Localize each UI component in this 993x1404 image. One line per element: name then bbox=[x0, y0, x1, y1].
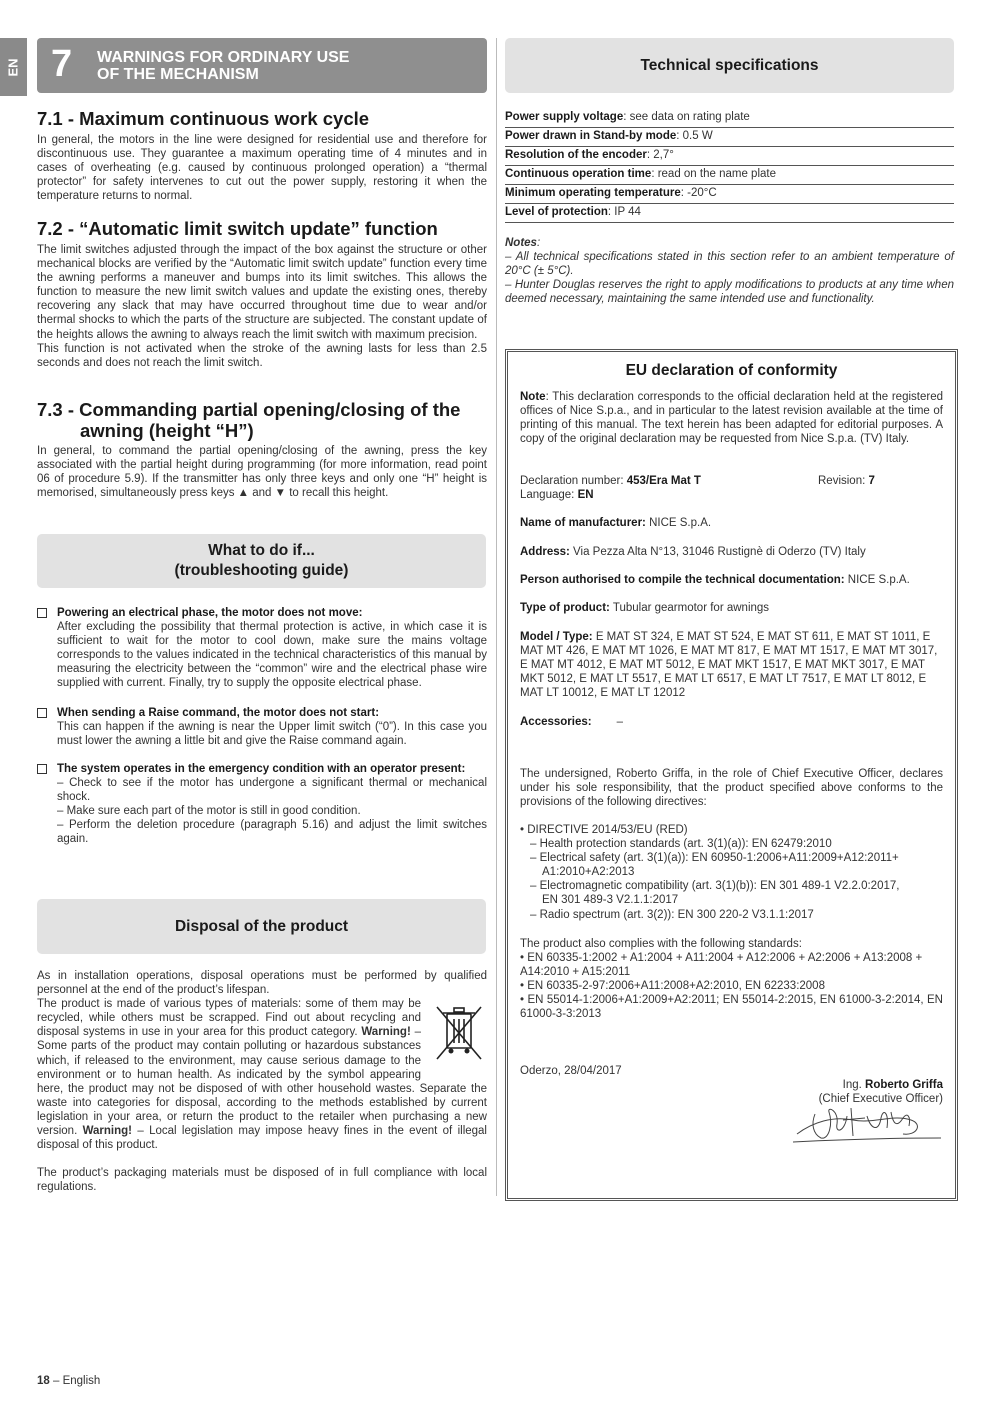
eu-product-type bbox=[520, 601, 943, 615]
chapter-title-line1: WARNINGS FOR ORDINARY USE bbox=[97, 49, 350, 66]
spec-row bbox=[505, 128, 954, 147]
spec-label: Continuous operation time bbox=[505, 168, 652, 180]
page-footer bbox=[37, 1375, 100, 1387]
chapter-number: 7 bbox=[51, 43, 73, 85]
spec-label: Minimum operating temperature bbox=[505, 187, 681, 199]
language-tab-label: EN bbox=[6, 57, 21, 77]
disposal-text-2 bbox=[37, 997, 487, 1152]
section-7-2-heading: 7.2 - “Automatic limit switch update” function bbox=[37, 218, 438, 239]
troubleshooting-item-text: – Make sure each part of the motor is still in good condition. bbox=[57, 805, 361, 818]
disposal-warning-label: Warning! bbox=[82, 1125, 133, 1138]
address-label: Address: bbox=[520, 546, 570, 558]
spec-row bbox=[505, 166, 954, 185]
troubleshooting-heading-line2: (troubleshooting guide) bbox=[174, 562, 349, 579]
troubleshooting-heading-line1: What to do if... bbox=[208, 542, 315, 559]
type-label: Type of product: bbox=[520, 602, 610, 614]
spec-value: : 2,7° bbox=[646, 149, 674, 161]
eu-note bbox=[520, 390, 943, 446]
page-language: – English bbox=[49, 1375, 101, 1387]
eu-declaration-box bbox=[505, 349, 958, 1201]
spec-row bbox=[505, 147, 954, 166]
disposal-body bbox=[37, 969, 487, 1194]
tech-notes bbox=[505, 236, 954, 306]
spec-row bbox=[505, 204, 954, 223]
eu-directive bbox=[520, 823, 943, 922]
troubleshooting-item-text: This can happen if the awning is near the Upper limit switch (“0”). In this case you must lower the awning a little bit and give the Raise command again. bbox=[57, 721, 487, 748]
troubleshooting-item bbox=[37, 706, 487, 748]
directive-item: A1:2010+A2:2013 bbox=[542, 866, 635, 879]
manufacturer-label: Name of manufacturer: bbox=[520, 517, 646, 529]
model-label: Model / Type: bbox=[520, 631, 593, 643]
decl-value: 453/Era Mat T bbox=[626, 475, 701, 487]
troubleshooting-item-title: The system operates in the emergency condition with an operator present: bbox=[57, 763, 466, 775]
eu-revision bbox=[818, 474, 875, 488]
spec-value: : -20°C bbox=[680, 187, 717, 199]
eu-model bbox=[520, 630, 943, 700]
language-tab bbox=[0, 38, 27, 96]
notes-label: Notes bbox=[505, 237, 537, 249]
standard-item: • EN 60335-1:2002 + A1:2004 + A11:2004 + A12:2006 + A2:2006 + A13:2008 + A14:2010 + A15:2011 bbox=[520, 952, 923, 979]
spec-label: Power drawn in Stand-by mode bbox=[505, 130, 677, 142]
tech-note: – All technical specifications stated in this section refer to an ambient temperature of 20°C (± 5°C). bbox=[505, 251, 954, 278]
eu-declaration-number bbox=[520, 474, 943, 488]
eu-person bbox=[520, 573, 943, 587]
address-value: Via Pezza Alta N°13, 31046 Rustignè di Oderzo (TV) Italy bbox=[569, 546, 866, 558]
eu-standards bbox=[520, 937, 943, 1022]
standard-item: • EN 55014-1:2006+A1:2009+A2:2011; EN 55014-2:2015, EN 61000-3-2:2014, EN 61000-3-3:2013 bbox=[520, 994, 943, 1021]
eu-manufacturer bbox=[520, 516, 943, 530]
manufacturer-value: NICE S.p.A. bbox=[645, 517, 712, 529]
person-label: Person authorised to compile the technical documentation: bbox=[520, 574, 845, 586]
model-value: E MAT ST 324, E MAT ST 524, E MAT ST 611, E MAT ST 1011, E MAT MT 426, E MAT MT 1026, E MAT MT 817, E MAT MT 1517, E MAT MT 3017, E MAT MT 4012, E MAT MT 5012, E MAT MKT 1517, E MAT MKT 3017, E MAT MKT 5012, E MAT LT 5517, E MAT LT 6517, E MAT LT 7517, E MAT LT 8012, E MAT LT 10012, E MAT LT 12012 bbox=[520, 631, 938, 700]
spec-label: Resolution of the encoder bbox=[505, 149, 647, 161]
tech-spec-heading: Technical specifications bbox=[505, 38, 954, 93]
directive-item: – Health protection standards (art. 3(1)(a)): EN 62479:2010 bbox=[530, 838, 832, 851]
troubleshooting-item-text: – Perform the deletion procedure (paragraph 5.16) and adjust the limit switches again. bbox=[57, 819, 487, 846]
section-7-3-text: In general, to command the partial opening/closing of the awning, press the key associated with the partial height during programming (for more information, read point 06 of procedure 5.9). If the transmitter has only three keys and only one “H” height is memorised, simultaneously press keys ▲ and ▼ to recall this height. bbox=[37, 445, 487, 500]
spec-row bbox=[505, 109, 954, 128]
troubleshooting-item-text: After excluding the possibility that thermal protection is active, in which case it is sufficient to wait for the motor to cool down, make sure the mains voltage corresponds to the values indicated in the technical characteristics of this manual by measuring the electricity between the “common” wire and the electrical phase wire supplied with current. Finally, try to supply the opposite electrical phase. bbox=[57, 621, 487, 690]
eu-place-date: Oderzo, 28/04/2017 bbox=[520, 1065, 622, 1077]
spec-value: : read on the name plate bbox=[651, 168, 776, 180]
checkbox-square-icon bbox=[37, 708, 47, 718]
page-number: 18 bbox=[37, 1375, 50, 1387]
lang-label: Language: bbox=[520, 489, 578, 501]
sign-role: (Chief Executive Officer) bbox=[818, 1093, 943, 1106]
standards-intro: The product also complies with the following standards: bbox=[520, 938, 802, 950]
section-7-3-heading bbox=[37, 399, 487, 441]
troubleshooting-item bbox=[37, 762, 487, 847]
section-7-1-heading: 7.1 - Maximum continuous work cycle bbox=[37, 108, 370, 129]
disposal-warning-label: Warning! bbox=[361, 1026, 411, 1039]
disposal-heading: Disposal of the product bbox=[37, 899, 486, 954]
spec-value: : IP 44 bbox=[607, 206, 641, 218]
standard-item: • EN 60335-2-97:2006+A11:2008+A2:2010, EN 62233:2008 bbox=[520, 980, 825, 993]
spec-value: : 0.5 W bbox=[676, 130, 713, 142]
accessories-value: – bbox=[616, 716, 624, 728]
rev-value: 7 bbox=[868, 475, 875, 487]
directive-title: • DIRECTIVE 2014/53/EU (RED) bbox=[520, 824, 688, 836]
notes-colon: : bbox=[536, 237, 541, 249]
type-value: Tubular gearmotor for awnings bbox=[609, 602, 770, 614]
troubleshooting-item-text: – Check to see if the motor has undergone a significant thermal or mechanical shock. bbox=[57, 777, 487, 804]
column-divider bbox=[496, 38, 497, 1196]
checkbox-square-icon bbox=[37, 608, 47, 618]
checkbox-square-icon bbox=[37, 764, 47, 774]
decl-label: Declaration number: bbox=[520, 475, 627, 487]
disposal-text-2c: – Local legislation may impose heavy fines in the event of illegal disposal of this product. bbox=[37, 1125, 487, 1152]
sign-prefix: Ing. bbox=[842, 1079, 866, 1091]
disposal-text-1: As in installation operations, disposal operations must be performed by qualified personnel at the end of the product’s lifespan. bbox=[37, 970, 487, 997]
tech-note: – Hunter Douglas reserves the right to apply modifications to products at any time when deemed necessary, maintaining the same intended use and functionality. bbox=[505, 279, 954, 306]
section-7-2-body bbox=[37, 243, 487, 370]
eu-note-label: Note bbox=[520, 391, 546, 403]
directive-item: – Electromagnetic compatibility (art. 3(1)(b)): EN 301 489-1 V2.2.0:2017, bbox=[530, 880, 900, 893]
spec-row bbox=[505, 185, 954, 204]
eu-undersigned: The undersigned, Roberto Griffa, in the role of Chief Executive Officer, declares under his sole responsibility, that the product specified above conforms to the provisions of the following directives: bbox=[520, 768, 943, 809]
spec-value: : see data on rating plate bbox=[623, 111, 750, 123]
disposal-text-2a: The product is made of various types of materials: some of them may be recycled, while others must be scrapped. Find out about recycling and disposal systems in use in your area for this product category. bbox=[37, 998, 421, 1039]
accessories-label: Accessories: bbox=[520, 716, 592, 728]
troubleshooting-item-title: Powering an electrical phase, the motor does not move: bbox=[57, 607, 363, 619]
person-value: NICE S.p.A. bbox=[844, 574, 910, 586]
rev-label: Revision: bbox=[818, 475, 869, 487]
directive-item: EN 301 489-3 V2.1.1:2017 bbox=[542, 894, 679, 907]
signature-image bbox=[793, 1094, 943, 1152]
eu-language bbox=[520, 488, 943, 502]
spec-label: Power supply voltage bbox=[505, 111, 624, 123]
eu-address bbox=[520, 545, 943, 559]
troubleshooting-item bbox=[37, 606, 487, 691]
section-7-1-text: In general, the motors in the line were designed for residential use and therefore for discontinuous use. They guarantee a maximum operating time of 4 minutes and in cases of overheating (e.g. caused by continuous prolonged operation) a “thermal protector” for safety intervenes to cut out the power supply, restoring it when the temperature returns to normal. bbox=[37, 134, 487, 203]
lang-value: EN bbox=[577, 489, 594, 501]
section-7-2-text1: The limit switches adjusted through the impact of the box against the structure or other mechanical blocks are verified by the “Automatic limit switch update” function every time the awning performs a maneuver and bumps into its limit switches. This allows the function to measure the new limit switch values and update the existing ones, thereby recovering any slack that may have occurred throughout time due to wear and/or thermal shocks to which the parts of the structure are subjected. The constant update of the heights allows the awning to always reach the limit switch with maximum precision. bbox=[37, 244, 487, 341]
eu-note-text: : This declaration corresponds to the official declaration held at the registered offices of Nice S.p.a., and in particular to the latest revision available at the time of printing of this manual. The text herein has been adapted for editorial purposes. A copy of the original declaration may be requested from Nice S.p.a. (TV) Italy. bbox=[520, 391, 943, 446]
troubleshooting-item-title: When sending a Raise command, the motor does not start: bbox=[57, 707, 380, 719]
directive-item: – Radio spectrum (art. 3(2)): EN 300 220-2 V3.1.1:2017 bbox=[530, 908, 814, 921]
section-7-3-heading-line1: 7.3 - Commanding partial opening/closing of the bbox=[37, 399, 461, 420]
weee-crossed-bin-icon bbox=[431, 1001, 487, 1071]
chapter-header bbox=[37, 38, 487, 93]
eu-accessories bbox=[520, 715, 943, 729]
chapter-title bbox=[97, 49, 349, 83]
spec-label: Level of protection bbox=[505, 206, 608, 218]
troubleshooting-heading bbox=[37, 534, 486, 588]
directive-item: – Electrical safety (art. 3(1)(a)): EN 60950-1:2006+A11:2009+A12:2011+ bbox=[530, 852, 899, 865]
disposal-text-3: The product’s packaging materials must be disposed of in full compliance with local regulations. bbox=[37, 1167, 487, 1194]
disposal-text-2b: – Some parts of the product may contain polluting or hazardous substances which, if released to the environment, may cause serious damage to the environment or to human health. As indicated by the symbol appearing here, the product may not be disposed of with other household wastes. Separate the waste into categories for disposal, according to the methods established by current legislation in your area, or return the product to the retailer when purchasing a new version. bbox=[37, 1026, 487, 1138]
eu-declaration-title: EU declaration of conformity bbox=[625, 362, 838, 379]
section-7-2-text2: This function is not activated when the stroke of the awning lasts for less than 2.5 seconds and does not reach the limit switch. bbox=[37, 342, 487, 369]
section-7-3-heading-line2: awning (height “H”) bbox=[80, 420, 254, 441]
sign-name: Roberto Griffa bbox=[865, 1079, 943, 1091]
chapter-title-line2: OF THE MECHANISM bbox=[97, 66, 259, 83]
